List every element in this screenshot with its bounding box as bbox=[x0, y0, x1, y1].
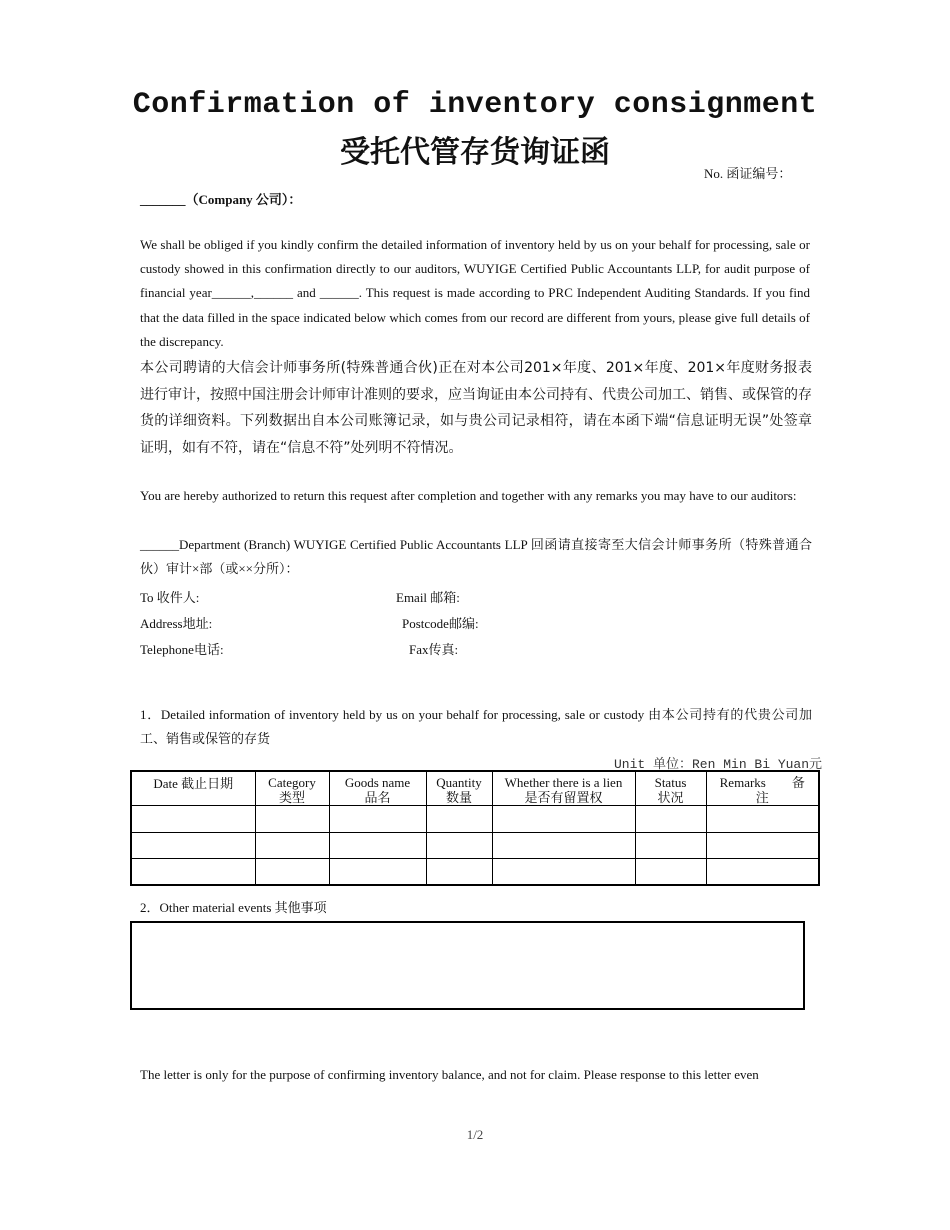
table-cell[interactable] bbox=[329, 859, 426, 886]
confirmation-number-label: No. 函证编号： bbox=[704, 166, 792, 181]
table-cell[interactable] bbox=[706, 832, 819, 859]
company-addressee: _______（Company 公司）： bbox=[140, 192, 302, 207]
document-title-en: Confirmation of inventory consignment bbox=[132, 88, 818, 122]
table-cell[interactable] bbox=[329, 806, 426, 833]
unit-label: Unit 单位：Ren Min Bi Yuan元 bbox=[614, 757, 823, 772]
document-title-zh: 受托代管存货询证函 bbox=[340, 135, 610, 170]
closing-text: The letter is only for the purpose of confirming inventory balance, and not for claim. Please response to this letter even bbox=[140, 1067, 759, 1082]
column-header-goods-name: Goods name 品名 bbox=[329, 771, 426, 806]
table-cell[interactable] bbox=[131, 806, 255, 833]
table-row bbox=[131, 806, 819, 833]
table-cell[interactable] bbox=[255, 832, 329, 859]
page-number: 1/2 bbox=[466, 1127, 484, 1142]
table-cell[interactable] bbox=[426, 806, 492, 833]
column-header-lien: Whether there is a lien 是否有留置权 bbox=[492, 771, 635, 806]
section2-heading: 2．Other material events 其他事项 bbox=[140, 900, 327, 915]
table-cell[interactable] bbox=[635, 832, 706, 859]
telephone-label: Telephone电话: bbox=[140, 642, 224, 657]
section1-heading: 1．Detailed information of inventory held by us on your behalf for processing, sale or custody 由本公司持有的代贵公司加工、销售或保管的存货 bbox=[140, 707, 812, 747]
table-cell[interactable] bbox=[255, 859, 329, 886]
intro-paragraph-zh: 本公司聘请的大信会计师事务所(特殊普通合伙)正在对本公司201×年度、201×年度、201×年度财务报表进行审计，按照中国注册会计师审计准则的要求，应当询证由本公司持有、代贵公司加工、销售、或保管的存货的详细资料。下列数据出自本公司账簿记录，如与贵公司记录相符，请在本函下端“信息证明无误”处签章证明，如有不符，请在“信息不符”处列明不符情况。 bbox=[140, 360, 812, 456]
email-label: Email 邮箱: bbox=[396, 590, 460, 605]
table-cell[interactable] bbox=[706, 806, 819, 833]
table-cell[interactable] bbox=[426, 859, 492, 886]
table-row bbox=[131, 832, 819, 859]
table-cell[interactable] bbox=[255, 806, 329, 833]
table-cell[interactable] bbox=[635, 806, 706, 833]
to-recipient-label: To 收件人: bbox=[140, 590, 200, 605]
table-row bbox=[131, 859, 819, 886]
return-department-text: ______Department (Branch) WUYIGE Certified Public Accountants LLP 回函请直接寄至大信会计师事务所（特殊普通合伙）审计×部（或××分所）： bbox=[140, 537, 812, 577]
table-cell[interactable] bbox=[131, 859, 255, 886]
fax-label: Fax传真: bbox=[409, 642, 459, 657]
table-cell[interactable] bbox=[426, 832, 492, 859]
intro-paragraph-en: We shall be obliged if you kindly confirm the detailed information of inventory held by us on your behalf for processing, sale or custody showed in this confirmation directly to our auditors, WUYIGE Certified Public Accountants LLP, for audit purpose of financial year______,______ and ______. This request is made according to PRC Independent Auditing Standards. If you find that the data filled in the space indicated below which comes from our record are different from yours, please give full details of the discrepancy. bbox=[140, 237, 810, 349]
postcode-label: Postcode邮编: bbox=[402, 616, 479, 631]
table-header-row bbox=[131, 771, 819, 806]
return-authorization-text: You are hereby authorized to return this request after completion and together with any remarks you may have to our auditors: bbox=[140, 488, 797, 503]
table-cell[interactable] bbox=[706, 859, 819, 886]
inventory-table bbox=[130, 770, 820, 886]
column-header-remarks: Remarks 备 注 bbox=[706, 771, 819, 806]
table-cell[interactable] bbox=[329, 832, 426, 859]
column-header-category: Category 类型 bbox=[255, 771, 329, 806]
column-header-status: Status 状况 bbox=[635, 771, 706, 806]
table-cell[interactable] bbox=[492, 859, 635, 886]
other-events-box[interactable] bbox=[130, 921, 805, 1010]
table-cell[interactable] bbox=[131, 832, 255, 859]
column-header-date: Date 截止日期 bbox=[131, 771, 255, 806]
address-label: Address地址: bbox=[140, 616, 213, 631]
column-header-quantity: Quantity 数量 bbox=[426, 771, 492, 806]
table-cell[interactable] bbox=[635, 859, 706, 886]
table-cell[interactable] bbox=[492, 832, 635, 859]
table-cell[interactable] bbox=[492, 806, 635, 833]
